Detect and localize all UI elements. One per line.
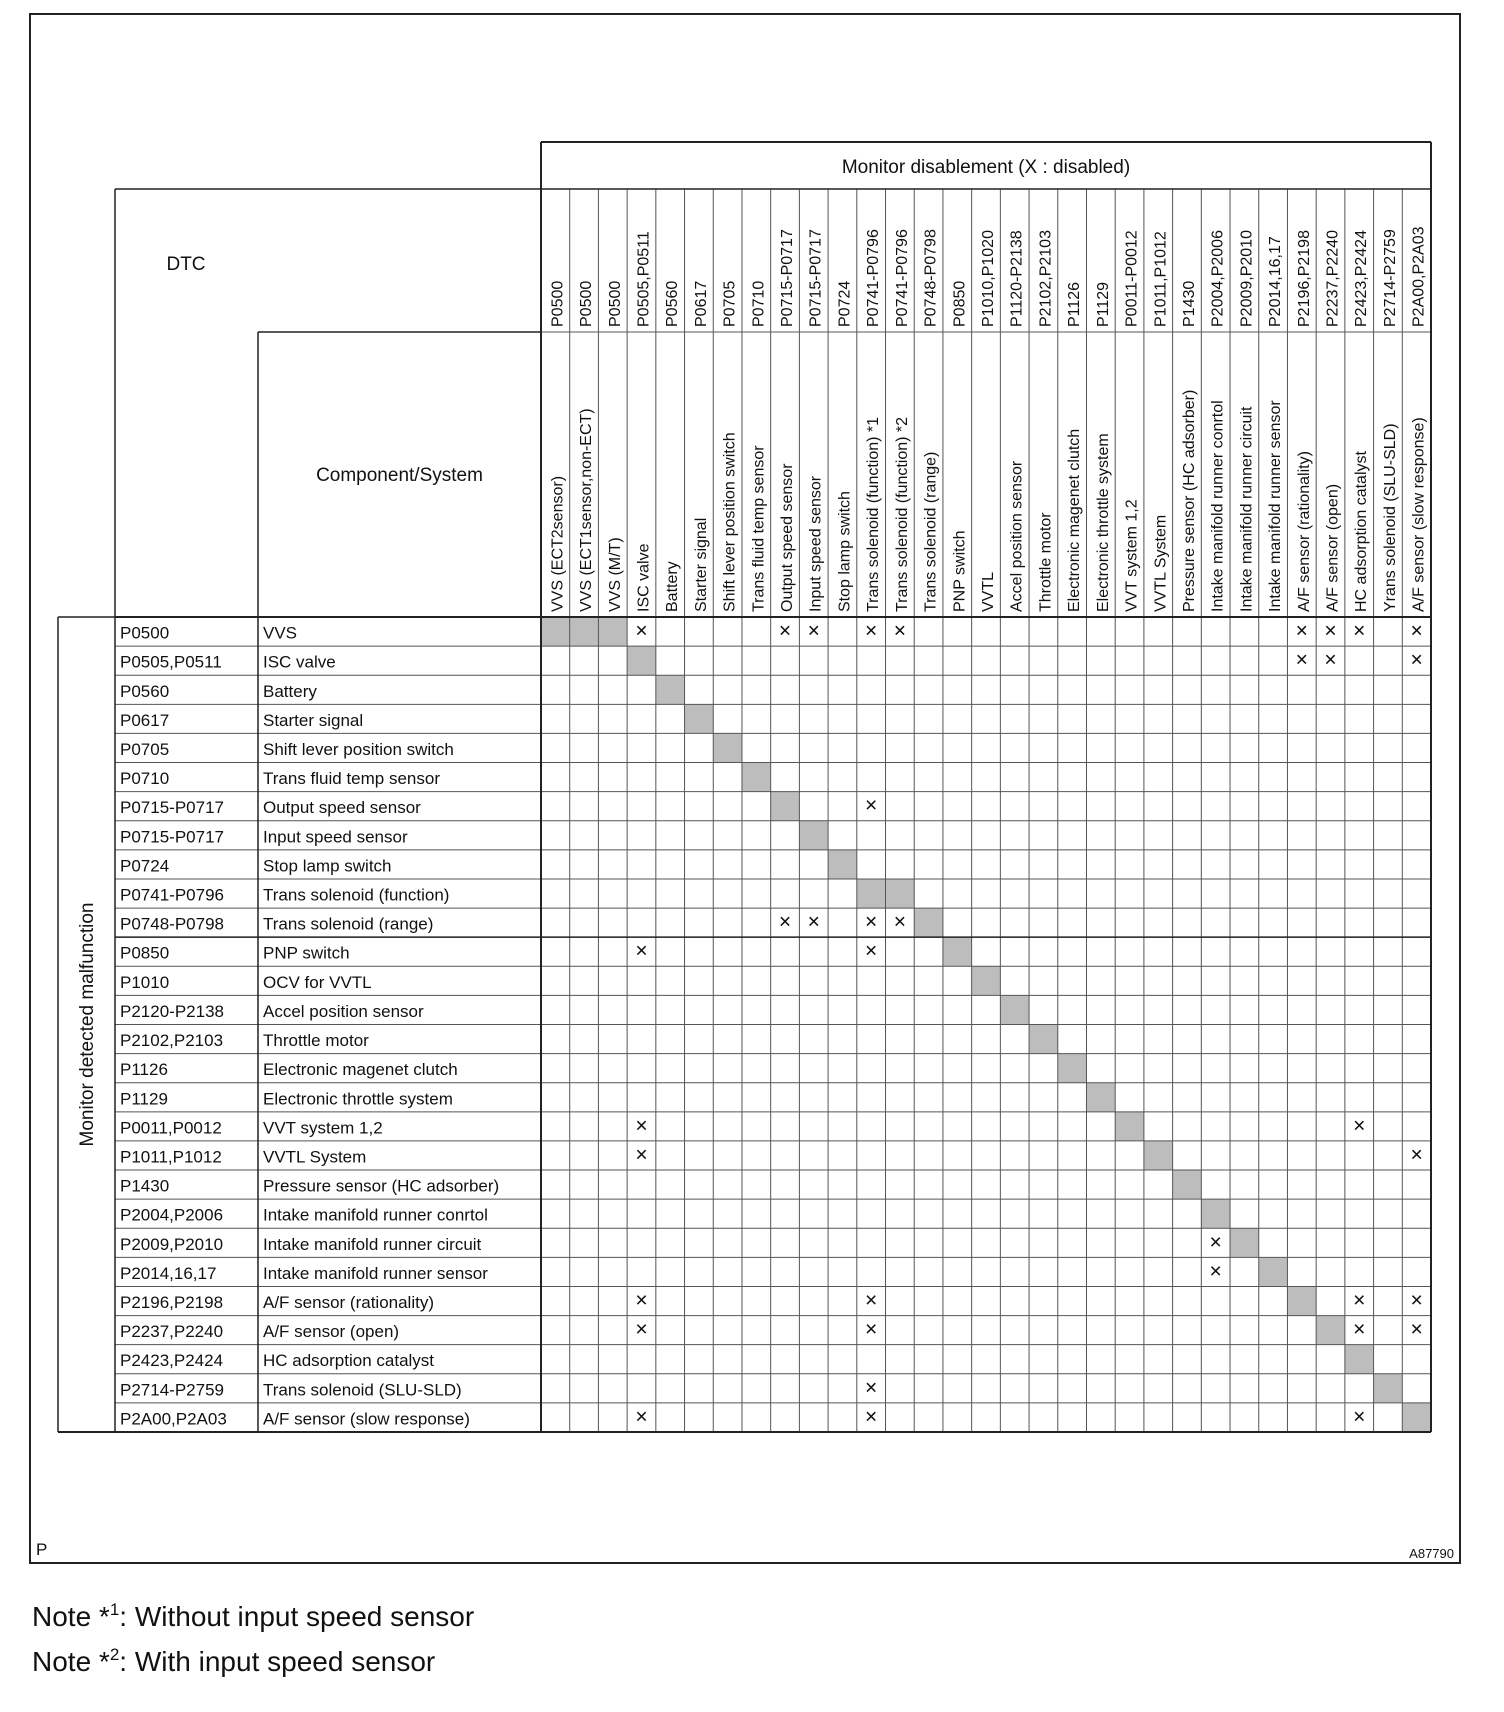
column-dtc-label: P2102,P2103	[1037, 230, 1055, 327]
disabled-mark: ×	[778, 910, 792, 934]
column-dtc-label: P1120-P2138	[1008, 230, 1026, 327]
note-2	[32, 1645, 435, 1678]
row-component-label: Trans solenoid (function)	[263, 885, 450, 905]
disabled-mark: ×	[635, 1318, 648, 1342]
column-dtc-label: P1011,P1012	[1152, 231, 1170, 327]
disabled-mark: ×	[1209, 1230, 1222, 1254]
column-dtc-label: P0741-P0796	[893, 229, 911, 327]
column-component-label: HC adsorption catalyst	[1353, 451, 1371, 612]
column-dtc-label: P0724	[836, 280, 854, 327]
disabled-mark: ×	[635, 939, 648, 963]
shaded-cell	[1115, 1112, 1144, 1141]
column-dtc-label: P2014,16,17	[1267, 236, 1285, 327]
row-component-label: A/F sensor (slow response)	[263, 1409, 470, 1429]
shaded-cell	[541, 617, 570, 646]
disabled-mark: ×	[1353, 1405, 1366, 1429]
column-component-label: Stop lamp switch	[836, 491, 854, 612]
column-component-label: Input speed sensor	[807, 475, 825, 612]
shaded-cell	[972, 966, 1001, 995]
row-component-label: Input speed sensor	[263, 827, 408, 847]
row-component-label: Battery	[263, 681, 317, 701]
row-component-label: PNP switch	[263, 943, 350, 963]
column-dtc-label: P0500	[606, 280, 624, 327]
column-dtc-label: P0011-P0012	[1123, 230, 1141, 327]
row-dtc-label: P0715-P0717	[120, 827, 224, 847]
figure-corner-letter: P	[36, 1540, 48, 1559]
row-component-label: HC adsorption catalyst	[263, 1351, 435, 1371]
disabled-mark: ×	[865, 1318, 878, 1342]
row-dtc-label: P0500	[120, 623, 170, 643]
note-1	[32, 1600, 474, 1633]
row-component-label: Intake manifold runner conrtol	[263, 1205, 488, 1225]
disabled-mark: ×	[635, 1289, 648, 1313]
row-component-label: Electronic magenet clutch	[263, 1060, 458, 1080]
column-dtc-label: P0617	[692, 280, 710, 327]
column-dtc-label: P0505,P0511	[635, 231, 653, 327]
column-dtc-label: P0500	[578, 280, 596, 327]
disabled-mark: ×	[635, 1143, 648, 1167]
column-dtc-label: P2196,P2198	[1295, 230, 1313, 327]
shaded-cell	[1402, 1403, 1431, 1432]
column-dtc-label: P2714-P2759	[1381, 229, 1399, 327]
note-2-prefix: Note *	[32, 1646, 110, 1677]
column-component-label: Battery	[664, 561, 682, 612]
disabled-mark: ×	[1295, 619, 1308, 643]
disabled-mark: ×	[807, 619, 820, 643]
shaded-cell	[1058, 1054, 1087, 1083]
row-component-label: Output speed sensor	[263, 798, 421, 818]
column-component-label: A/F sensor (rationality)	[1295, 451, 1313, 612]
disabled-mark: ×	[1410, 1143, 1423, 1167]
column-component-label: Intake manifold runner sensor	[1267, 400, 1285, 612]
column-component-label: VVT system 1,2	[1123, 499, 1141, 612]
column-component-label: Pressure sensor (HC adsorber)	[1180, 389, 1198, 612]
column-component-label: Trans fluid temp sensor	[750, 445, 768, 612]
column-dtc-label: P1126	[1066, 281, 1084, 327]
row-dtc-label: P1010	[120, 972, 170, 992]
row-dtc-label: P0560	[120, 681, 170, 701]
shaded-cell	[799, 821, 828, 850]
shaded-cell	[857, 879, 886, 908]
shaded-cell	[1086, 1083, 1115, 1112]
row-component-label: Trans solenoid (range)	[263, 914, 434, 934]
column-component-label: Throttle motor	[1037, 512, 1055, 612]
column-component-label: VVS (ECT2sensor)	[549, 475, 567, 612]
column-component-label: Trans solenoid (function) *2	[893, 416, 911, 612]
shaded-cell	[570, 617, 599, 646]
column-component-label: VVS (ECT1sensor,non-ECT)	[578, 408, 596, 612]
row-component-label: Throttle motor	[263, 1031, 369, 1051]
column-component-label: Trans solenoid (function) *1	[865, 416, 883, 612]
row-component-label: Stop lamp switch	[263, 856, 392, 876]
disabled-mark: ×	[1410, 648, 1423, 672]
shaded-cell	[1000, 995, 1029, 1024]
row-component-label: VVT system 1,2	[263, 1118, 383, 1138]
row-dtc-label: P0710	[120, 769, 170, 789]
note-1-text: : Without input speed sensor	[119, 1601, 475, 1632]
row-dtc-label: P0724	[120, 856, 170, 876]
row-dtc-label: P0505,P0511	[120, 652, 222, 672]
disabled-mark: ×	[1209, 1259, 1222, 1283]
row-dtc-label: P1430	[120, 1176, 170, 1196]
disabled-mark: ×	[865, 939, 878, 963]
row-dtc-label: P1011,P1012	[120, 1147, 222, 1167]
column-dtc-label: P0748-P0798	[922, 229, 940, 327]
shaded-cell	[1287, 1286, 1316, 1315]
row-dtc-label: P0748-P0798	[120, 914, 224, 934]
column-dtc-label: P0850	[951, 280, 969, 327]
disabled-mark: ×	[865, 1376, 878, 1400]
figure-id: A87790	[1409, 1546, 1454, 1561]
disabled-mark: ×	[865, 794, 878, 818]
disablement-title: Monitor disablement (X : disabled)	[841, 157, 1131, 178]
column-dtc-label: P1010,P1020	[980, 230, 997, 327]
column-dtc-label: P2237,P2240	[1324, 230, 1342, 327]
column-component-label: VVS (M/T)	[606, 537, 624, 612]
column-dtc-label: P2004,P2006	[1209, 230, 1227, 327]
shaded-cell	[1259, 1257, 1288, 1286]
row-dtc-label: P1126	[120, 1060, 168, 1080]
row-dtc-label: P2120-P2138	[120, 1001, 224, 1021]
row-dtc-label: P0705	[120, 739, 170, 759]
disabled-mark: ×	[1324, 619, 1337, 643]
shaded-cell	[1173, 1170, 1202, 1199]
row-dtc-label: P1129	[120, 1089, 168, 1109]
dtc-header: DTC	[166, 254, 206, 275]
shaded-cell	[627, 646, 656, 675]
column-dtc-label: P0710	[750, 280, 768, 327]
shaded-cell	[1374, 1374, 1403, 1403]
row-component-label: VVS	[263, 623, 298, 643]
side-label: Monitor detected malfunction	[77, 902, 98, 1147]
shaded-cell	[685, 704, 714, 733]
disabled-mark: ×	[865, 910, 878, 934]
column-component-label: Intake manifold runner circuit	[1238, 406, 1256, 612]
shaded-cell	[886, 879, 915, 908]
row-component-label: Intake manifold runner circuit	[263, 1234, 482, 1254]
column-dtc-label: P1430	[1180, 280, 1198, 327]
row-component-label: VVTL System	[263, 1147, 367, 1167]
disabled-mark: ×	[807, 910, 820, 934]
disabled-mark: ×	[865, 619, 878, 643]
column-component-label: Electronic throttle system	[1094, 433, 1112, 612]
column-dtc-label: P2009,P2010	[1238, 230, 1256, 327]
disabled-mark: ×	[1353, 1289, 1366, 1313]
disabled-mark: ×	[635, 1405, 648, 1429]
row-dtc-label: P2009,P2010	[120, 1234, 224, 1254]
disabled-mark: ×	[893, 910, 907, 934]
row-component-label: Shift lever position switch	[263, 739, 454, 759]
disabled-mark: ×	[1410, 1289, 1423, 1313]
row-dtc-label: P2102,P2103	[120, 1031, 224, 1051]
shaded-cell	[1144, 1141, 1173, 1170]
row-dtc-label: P2196,P2198	[120, 1293, 224, 1313]
row-dtc-label: P0617	[120, 710, 170, 730]
row-dtc-label: P2714-P2759	[120, 1380, 224, 1400]
row-dtc-label: P0741-P0796	[120, 885, 224, 905]
row-component-label: Trans fluid temp sensor	[263, 769, 440, 789]
note-1-prefix: Note *	[32, 1601, 110, 1632]
disabled-mark: ×	[635, 1114, 648, 1138]
column-component-label: Yrans solenoid (SLU-SLD)	[1381, 423, 1399, 612]
row-component-label: A/F sensor (rationality)	[263, 1293, 434, 1313]
note-2-text: : With input speed sensor	[119, 1646, 436, 1677]
row-component-label: Intake manifold runner sensor	[263, 1263, 488, 1283]
disabled-mark: ×	[865, 1289, 878, 1313]
column-dtc-label: P2423,P2424	[1353, 230, 1371, 327]
column-component-label: Intake manifold runner conrtol	[1209, 400, 1227, 612]
column-component-label: Electronic magenet clutch	[1066, 428, 1084, 612]
shaded-cell	[771, 792, 800, 821]
column-dtc-label: P0715-P0717	[779, 229, 797, 327]
row-dtc-label: P2014,16,17	[120, 1263, 217, 1283]
column-dtc-label: P0705	[721, 280, 739, 327]
shaded-cell	[713, 733, 742, 762]
column-dtc-label: P0741-P0796	[865, 229, 883, 327]
component-header: Component/System	[316, 465, 483, 486]
row-dtc-label: P2004,P2006	[120, 1205, 224, 1225]
row-dtc-label: P2A00,P2A03	[120, 1409, 227, 1429]
row-dtc-label: P0850	[120, 943, 170, 963]
column-component-label: Trans solenoid (range)	[922, 451, 940, 612]
column-component-label: ISC valve	[635, 543, 653, 612]
row-component-label: Electronic throttle system	[263, 1089, 453, 1109]
shaded-cell	[1029, 1025, 1058, 1054]
shaded-cell	[943, 937, 972, 966]
note-2-marker: 2	[109, 1645, 120, 1664]
column-component-label: A/F sensor (slow response)	[1410, 417, 1428, 612]
shaded-cell	[1201, 1199, 1230, 1228]
column-component-label: Shift lever position switch	[721, 432, 739, 612]
column-component-label: VVTL	[980, 571, 997, 612]
column-dtc-label: P1129	[1094, 281, 1112, 327]
row-component-label: OCV for VVTL	[263, 972, 372, 992]
row-dtc-label: P0011,P0012	[120, 1118, 222, 1138]
disabled-mark: ×	[1295, 648, 1308, 672]
shaded-cell	[1316, 1316, 1345, 1345]
shaded-cell	[1230, 1228, 1259, 1257]
column-dtc-label: P2A00,P2A03	[1410, 226, 1428, 327]
row-component-label: Pressure sensor (HC adsorber)	[263, 1176, 500, 1196]
shaded-cell	[656, 675, 685, 704]
disabled-mark: ×	[1410, 1318, 1423, 1342]
row-dtc-label: P0715-P0717	[120, 798, 224, 818]
column-component-label: Output speed sensor	[779, 463, 797, 612]
disabled-mark: ×	[1353, 1114, 1366, 1138]
row-dtc-label: P2237,P2240	[120, 1322, 224, 1342]
column-component-label: Accel position sensor	[1008, 460, 1026, 612]
column-component-label: VVTL System	[1152, 514, 1170, 612]
disabled-mark: ×	[635, 619, 648, 643]
disabled-mark: ×	[1324, 648, 1337, 672]
disabled-mark: ×	[1410, 619, 1423, 643]
note-1-marker: 1	[109, 1600, 120, 1619]
column-component-label: PNP switch	[951, 530, 969, 612]
shaded-cell	[742, 763, 771, 792]
row-component-label: Accel position sensor	[263, 1001, 424, 1021]
shaded-cell	[1345, 1345, 1374, 1374]
shaded-cell	[914, 908, 943, 937]
column-dtc-label: P0560	[664, 280, 682, 327]
row-component-label: A/F sensor (open)	[263, 1322, 400, 1342]
shaded-cell	[598, 617, 627, 646]
row-component-label: Starter signal	[263, 710, 364, 730]
disabled-mark: ×	[1353, 1318, 1366, 1342]
column-component-label: A/F sensor (open)	[1324, 483, 1342, 612]
row-component-label: Trans solenoid (SLU-SLD)	[263, 1380, 462, 1400]
shaded-cell	[828, 850, 857, 879]
disabled-mark: ×	[1353, 619, 1366, 643]
disabled-mark: ×	[865, 1405, 878, 1429]
row-dtc-label: P2423,P2424	[120, 1351, 224, 1371]
row-component-label: ISC valve	[263, 652, 336, 672]
disabled-mark: ×	[778, 619, 792, 643]
column-dtc-label: P0715-P0717	[807, 229, 825, 327]
disabled-mark: ×	[893, 619, 907, 643]
column-dtc-label: P0500	[549, 280, 567, 327]
column-component-label: Starter signal	[692, 517, 710, 612]
